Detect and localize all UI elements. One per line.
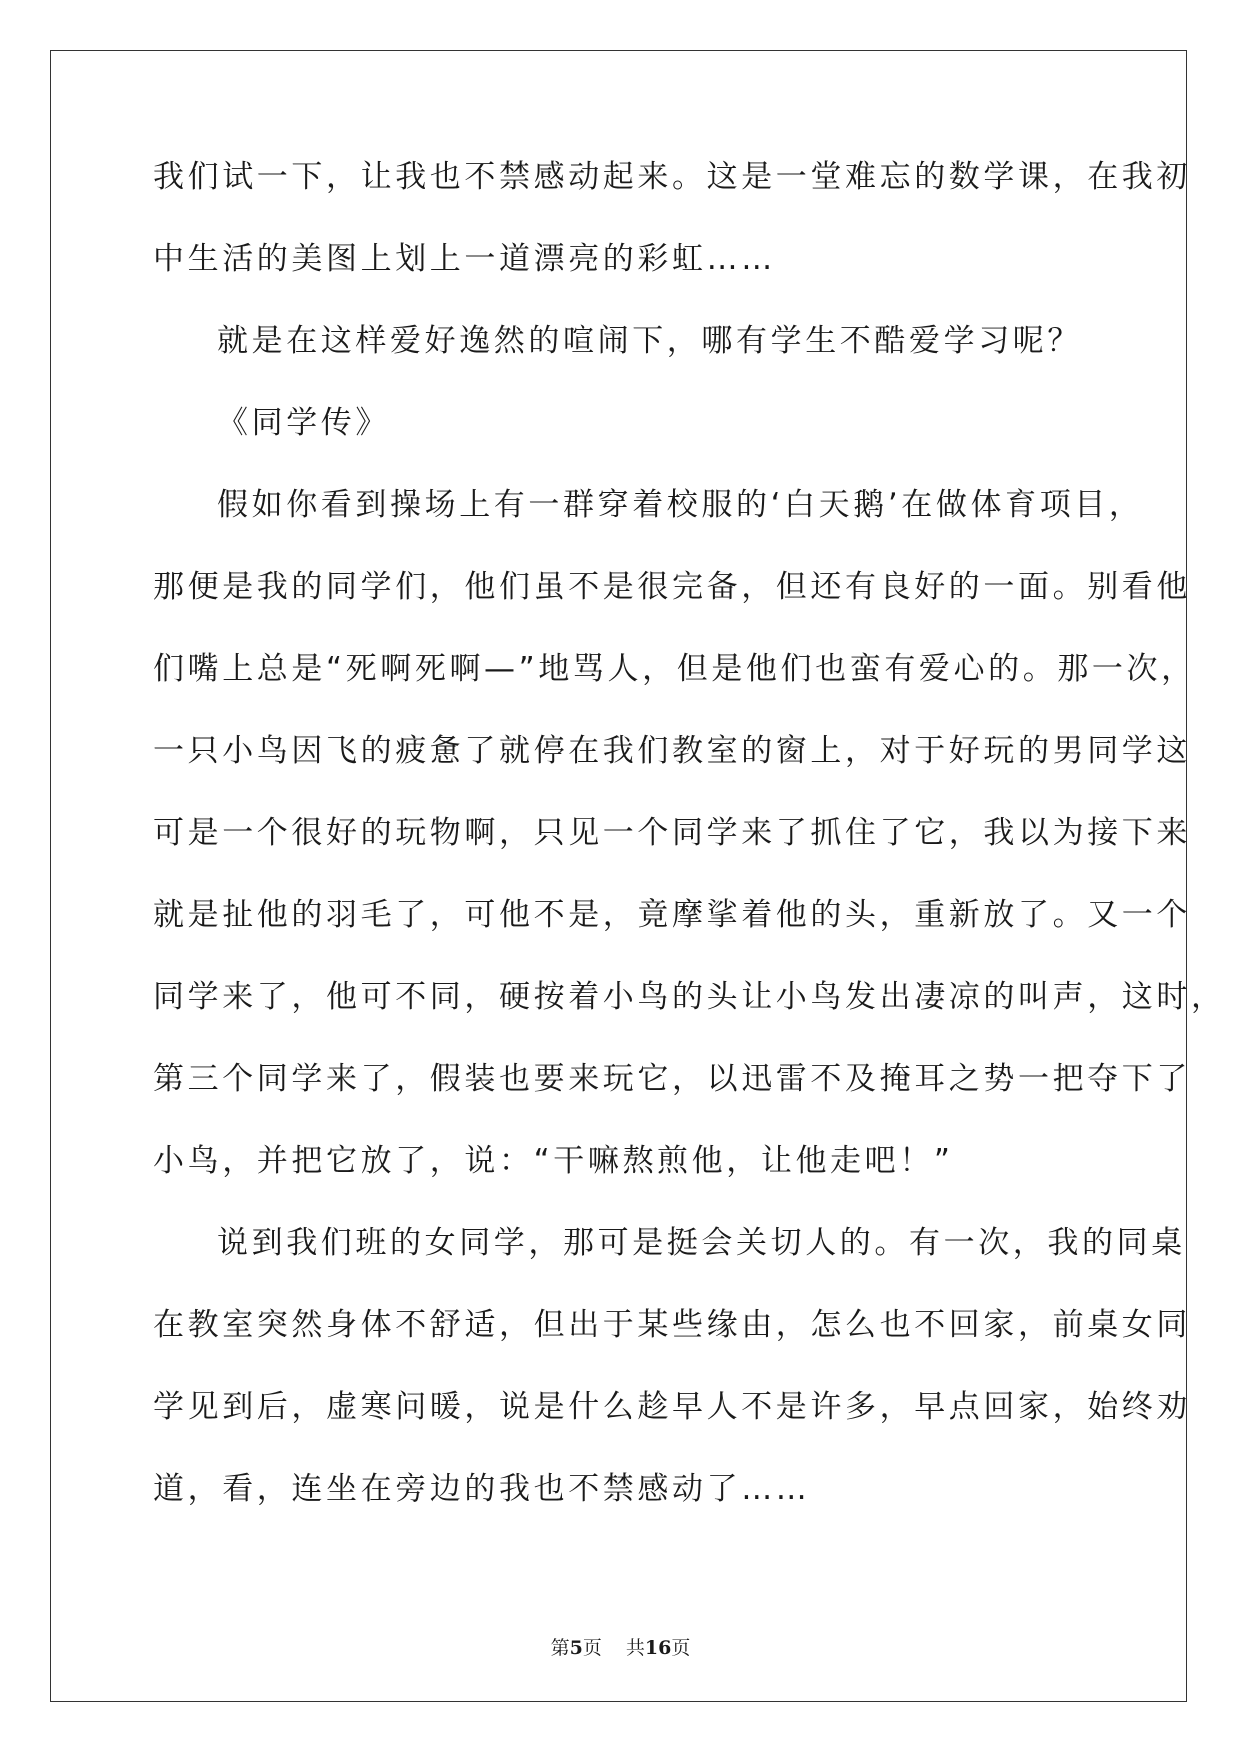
- text-line: 同学来了，他可不同，硬按着小鸟的头让小鸟发出凄凉的叫声，这时，: [153, 979, 1226, 1015]
- page-suffix: 页: [582, 1637, 602, 1659]
- total-pages: 16: [644, 1637, 672, 1659]
- text-line: 在教室突然身体不舒适，但出于某些缘由，怎么也不回家，前桌女同: [153, 1307, 1191, 1343]
- text-line: 们嘴上总是“死啊死啊—”地骂人，但是他们也蛮有爱心的。那一次，: [153, 651, 1196, 687]
- text-line: 学见到后，虚寒问暖，说是什么趁早人不是许多，早点回家，始终劝: [153, 1389, 1191, 1425]
- page-number: 5: [569, 1637, 583, 1659]
- paragraph-start-line: 说到我们班的女同学，那可是挺会关切人的。有一次，我的同桌: [217, 1225, 1186, 1261]
- text-line: 道，看，连坐在旁边的我也不禁感动了……: [153, 1471, 811, 1507]
- text-line-2: 中生活的美图上划上一道漂亮的彩虹……: [153, 241, 776, 277]
- paragraph-start-line: 假如你看到操场上有一群穿着校服的‘白天鹅’在做体育项目，: [217, 487, 1144, 523]
- paragraph-start-line: 就是在这样爱好逸然的喧闹下，哪有学生不酷爱学习呢？: [217, 323, 1082, 359]
- text-line: 那便是我的同学们，他们虽不是很完备，但还有良好的一面。别看他: [153, 569, 1191, 605]
- total-suffix: 页: [671, 1637, 691, 1659]
- text-line: 可是一个很好的玩物啊，只见一个同学来了抓住了它，我以为接下来: [153, 815, 1191, 851]
- page-prefix: 第: [550, 1637, 570, 1659]
- text-line: 就是扯他的羽毛了，可他不是，竟摩挲着他的头，重新放了。又一个: [153, 897, 1191, 933]
- text-line: 一只小鸟因飞的疲惫了就停在我们教室的窗上，对于好玩的男同学这: [153, 733, 1191, 769]
- text-line: 第三个同学来了，假装也要来玩它，以迅雷不及掩耳之势一把夺下了: [153, 1061, 1191, 1097]
- section-title: 《同学传》: [217, 405, 390, 441]
- document-body: [153, 159, 1226, 1554]
- total-prefix: 共: [625, 1637, 645, 1659]
- page-footer: [0, 1633, 1241, 1660]
- text-line-1: 我们试一下，让我也不禁感动起来。这是一堂难忘的数学课，在我初: [153, 159, 1191, 195]
- text-line: 小鸟，并把它放了，说：“干嘛熬煎他，让他走吧！”: [153, 1143, 954, 1179]
